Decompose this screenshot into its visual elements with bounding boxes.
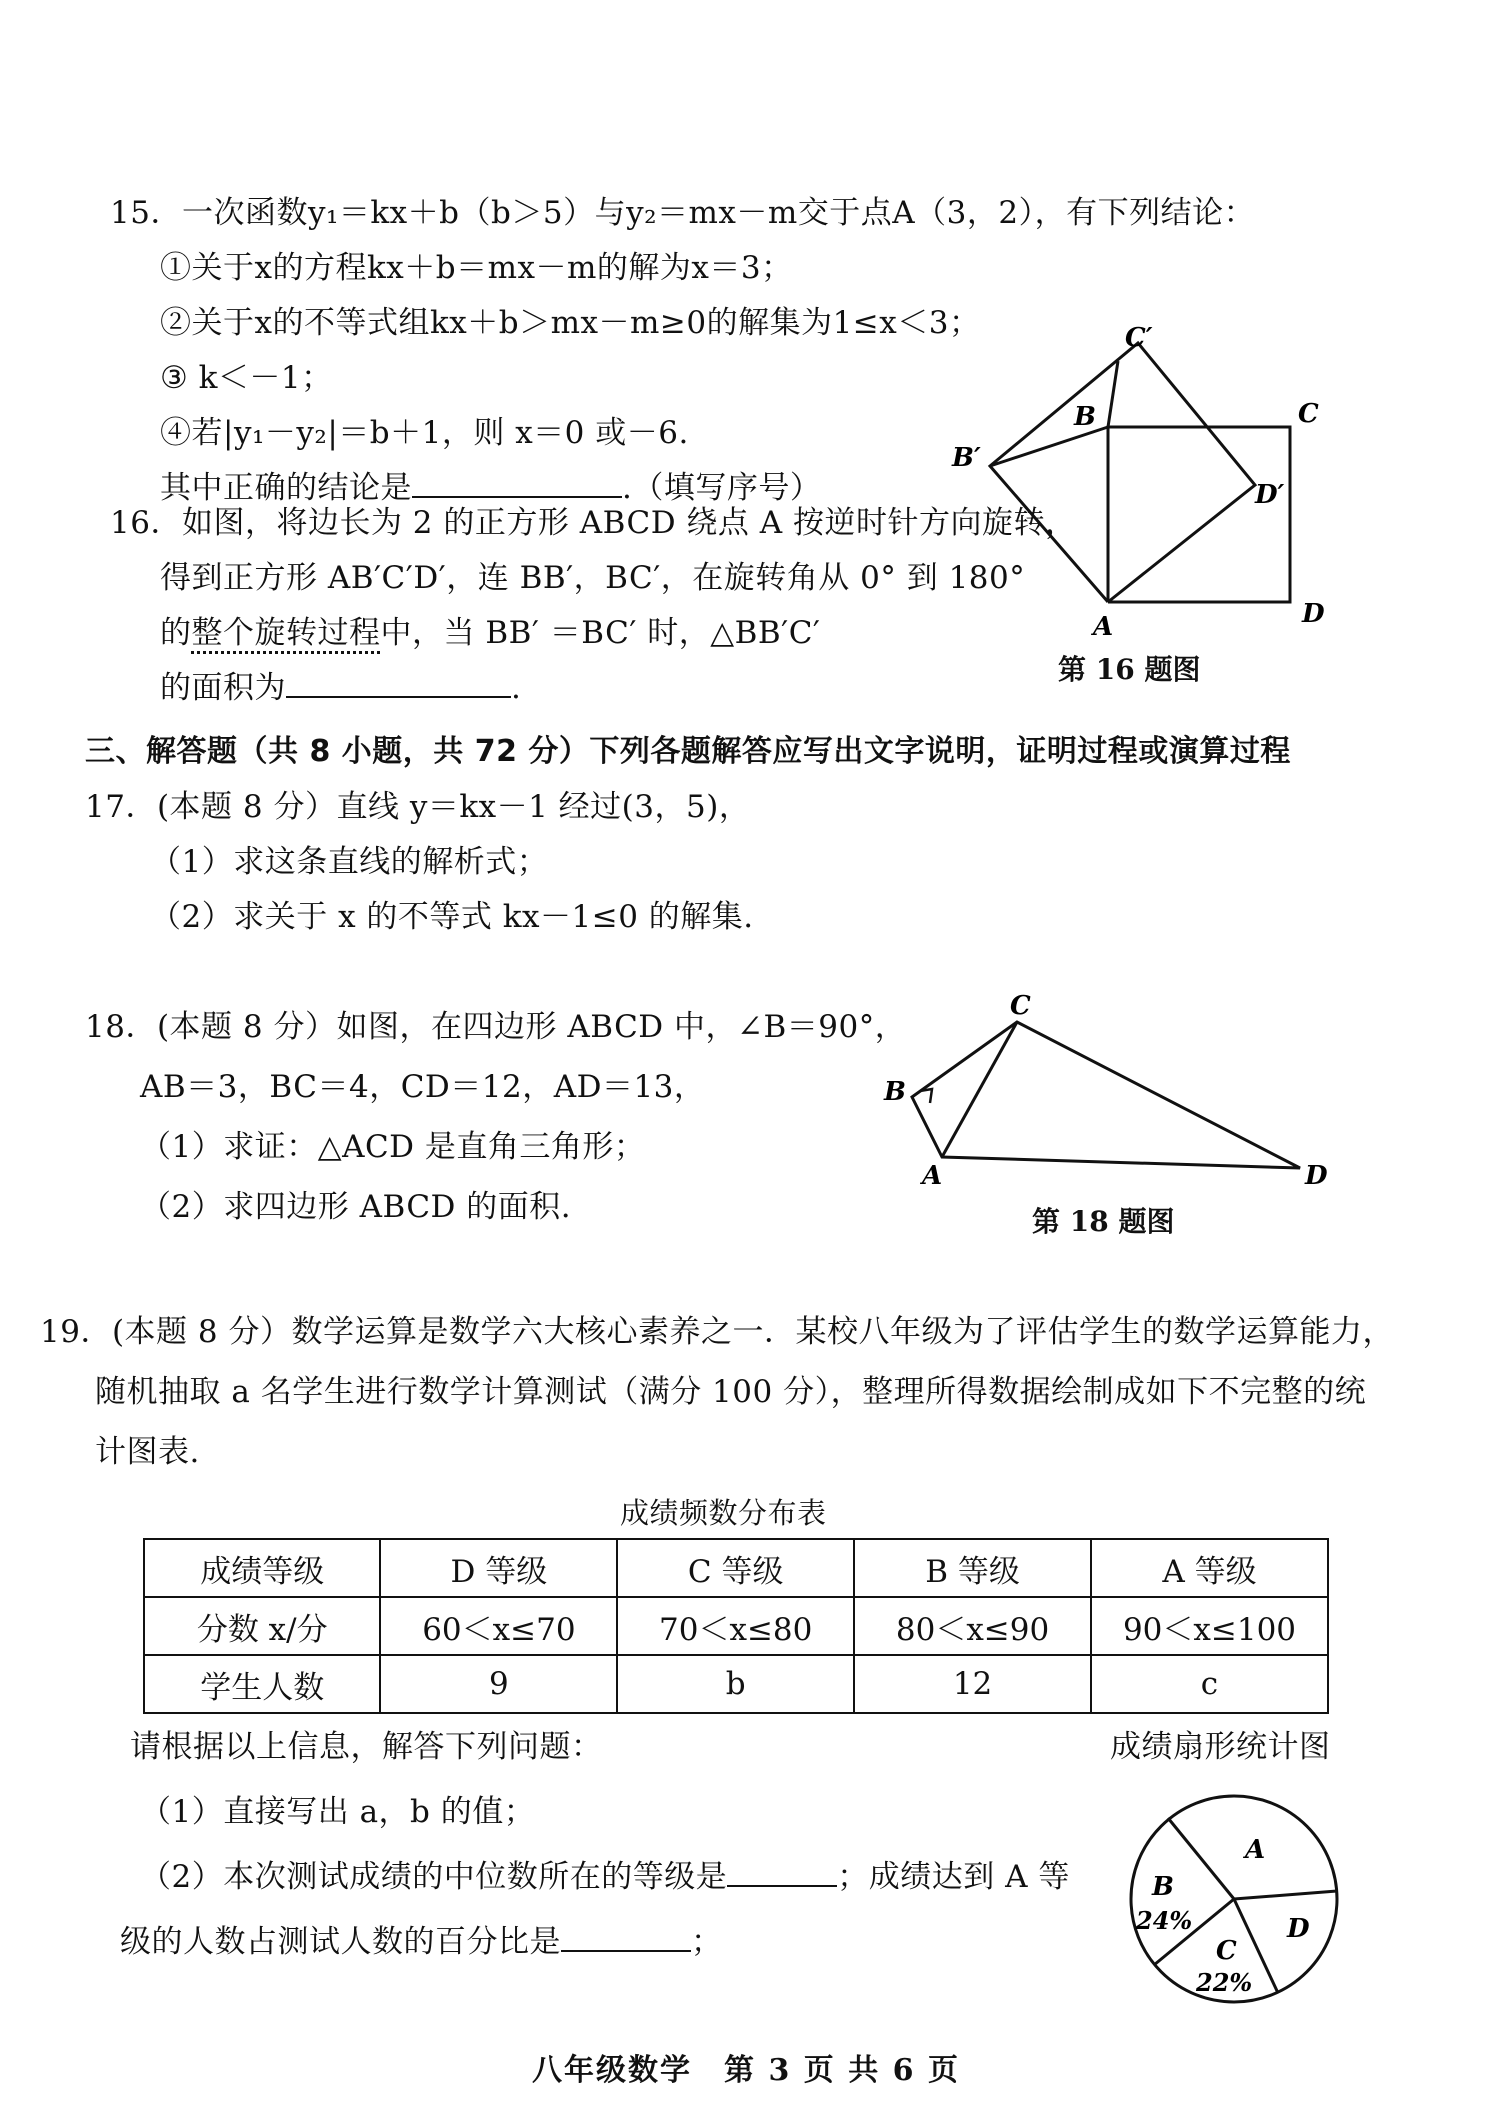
q17-line-1: 17．(本题 8 分）直线 y＝kx－1 经过(3，5)，	[85, 789, 751, 825]
pie-divider-ad	[1234, 1891, 1337, 1899]
q16-label-cp: C′	[1125, 323, 1153, 353]
frequency-table	[143, 1538, 1329, 1714]
q19-percent-blank	[561, 1924, 691, 1952]
q16-line-3	[160, 613, 820, 653]
pie-label-b-pct: 24%	[1136, 1906, 1193, 1935]
q19-part-2	[140, 1857, 1070, 1897]
q16-label-d: D	[1302, 599, 1325, 629]
pie-label-d: D	[1287, 1914, 1310, 1944]
q16-figure	[950, 320, 1350, 660]
q18-line-1: 18．(本题 8 分）如图，在四边形 ABCD 中，∠B＝90°，	[85, 1009, 907, 1045]
table-row	[144, 1655, 1328, 1713]
q15-conclusion-4: ④若|y₁－y₂|＝b＋1，则 x＝0 或－6.	[160, 415, 689, 451]
q15-stem: 15．一次函数y₁＝kx＋b（b＞5）与y₂＝mx－m交于点A（3，2），有下列结论：	[110, 195, 1256, 231]
q16-segment-bcp	[1108, 361, 1118, 427]
q15-conclusion-2: ②关于x的不等式组kx＋b＞mx－m≥0的解集为1≤x＜3；	[160, 305, 981, 341]
q16-label-bp: B′	[952, 443, 981, 473]
q16-line-4	[160, 668, 521, 708]
table-cell: A 等级	[1091, 1539, 1328, 1597]
q19-part-2-cont	[120, 1922, 723, 1962]
q16-label-c: C	[1298, 399, 1319, 429]
q18-diagonal-ac	[942, 1022, 1017, 1157]
q16-line-3-post: 中，当 BB′ ＝BC′ 时，△BB′C′	[380, 615, 821, 651]
q16-line-4-pre: 的面积为	[160, 670, 286, 706]
q16-caption: 第 16 题图	[1058, 653, 1201, 686]
pie-label-c-pct: 22%	[1196, 1968, 1253, 1997]
q16-line-3-pre: 的	[160, 615, 192, 651]
q16-label-b: B	[1074, 402, 1096, 432]
q15-ask-prefix: 其中正确的结论是	[160, 470, 412, 506]
q19-line-3: 计图表.	[95, 1434, 200, 1470]
q16-line-2: 得到正方形 AB′C′D′，连 BB′，BC′，在旋转角从 0° 到 180°	[160, 560, 1026, 596]
q18-right-angle-mark	[920, 1089, 932, 1103]
q16-answer-blank	[286, 670, 511, 698]
q18-label-b: B	[884, 1077, 906, 1107]
q19-pie-title: 成绩扇形统计图	[1110, 1729, 1331, 1765]
table-cell: 9	[380, 1655, 617, 1713]
q19-part-2-pre: （2）本次测试成绩的中位数所在的等级是	[140, 1859, 728, 1895]
q15-conclusion-3: ③ k＜－1；	[160, 360, 333, 396]
section-3-heading: 三、解答题（共 8 小题，共 72 分）下列各题解答应写出文字说明，证明过程或演算过程	[85, 734, 1291, 769]
q15-ask-suffix: .（填写序号）	[622, 470, 822, 506]
q16-line-4-post: .	[511, 670, 522, 706]
q19-line-1: 19．(本题 8 分）数学运算是数学六大核心素养之一．某校八年级为了评估学生的数学运算能力，	[40, 1314, 1394, 1350]
q19-part-2-mid: ；成绩达到 A 等	[837, 1859, 1070, 1895]
q16-segment-bbp	[990, 427, 1108, 466]
q17-part-2: （2）求关于 x 的不等式 kx－1≤0 的解集.	[150, 899, 754, 935]
table-cell: 90＜x≤100	[1091, 1597, 1328, 1655]
table-cell: 分数 x/分	[144, 1597, 380, 1655]
q16-label-a: A	[1093, 612, 1114, 642]
q15-conclusion-1: ①关于x的方程kx＋b＝mx－m的解为x＝3；	[160, 250, 793, 286]
q15-answer-blank	[412, 470, 622, 498]
q19-pie-chart	[1120, 1785, 1350, 2015]
q16-emphasis: 整个旋转过程	[191, 615, 381, 651]
q19-median-blank	[727, 1859, 837, 1887]
table-cell: 成绩等级	[144, 1539, 380, 1597]
pie-divider-ab	[1168, 1818, 1234, 1899]
table-cell: 学生人数	[144, 1655, 380, 1713]
q18-part-2: （2）求四边形 ABCD 的面积.	[140, 1189, 572, 1225]
page-footer: 八年级数学 第 3 页 共 6 页	[532, 2053, 960, 2088]
q18-line-2: AB＝3，BC＝4，CD＝12，AD＝13，	[140, 1069, 706, 1105]
table-cell: c	[1091, 1655, 1328, 1713]
q19-table-title: 成绩频数分布表	[620, 1496, 827, 1530]
table-cell: D 等级	[380, 1539, 617, 1597]
q16-line-1: 16．如图，将边长为 2 的正方形 ABCD 绕点 A 按逆时针方向旋转，	[110, 505, 1077, 541]
q16-label-dp: D′	[1255, 480, 1285, 510]
q17-part-1: （1）求这条直线的解析式；	[150, 844, 549, 880]
table-cell: B 等级	[854, 1539, 1091, 1597]
q16-square-abpcpdp	[990, 343, 1255, 602]
q19-part-2b-pre: 级的人数占测试人数的百分比是	[120, 1924, 561, 1960]
q18-figure	[870, 990, 1340, 1200]
table-cell: 60＜x≤70	[380, 1597, 617, 1655]
pie-label-a: A	[1245, 1835, 1266, 1865]
pie-label-b: B	[1152, 1872, 1174, 1902]
q18-part-1: （1）求证：△ACD 是直角三角形；	[140, 1129, 646, 1165]
table-cell: 80＜x≤90	[854, 1597, 1091, 1655]
q18-label-d: D	[1305, 1161, 1328, 1191]
table-row	[144, 1597, 1328, 1655]
q18-quadrilateral	[912, 1022, 1300, 1168]
q16-square-abcd	[1108, 427, 1290, 602]
table-cell: 70＜x≤80	[617, 1597, 854, 1655]
q19-part-1: （1）直接写出 a，b 的值；	[140, 1794, 536, 1830]
table-cell: b	[617, 1655, 854, 1713]
q18-caption: 第 18 题图	[1032, 1205, 1175, 1238]
q19-ask: 请根据以上信息，解答下列问题：	[130, 1729, 603, 1765]
table-cell: 12	[854, 1655, 1091, 1713]
q19-part-2b-post: ；	[691, 1924, 723, 1960]
q19-line-2: 随机抽取 a 名学生进行数学计算测试（满分 100 分），整理所得数据绘制成如下不完整的统	[95, 1374, 1367, 1410]
table-cell: C 等级	[617, 1539, 854, 1597]
table-row	[144, 1539, 1328, 1597]
q18-label-c: C	[1010, 991, 1031, 1021]
q18-label-a: A	[922, 1161, 943, 1191]
pie-label-c: C	[1216, 1936, 1237, 1966]
q15-ask	[160, 468, 821, 508]
